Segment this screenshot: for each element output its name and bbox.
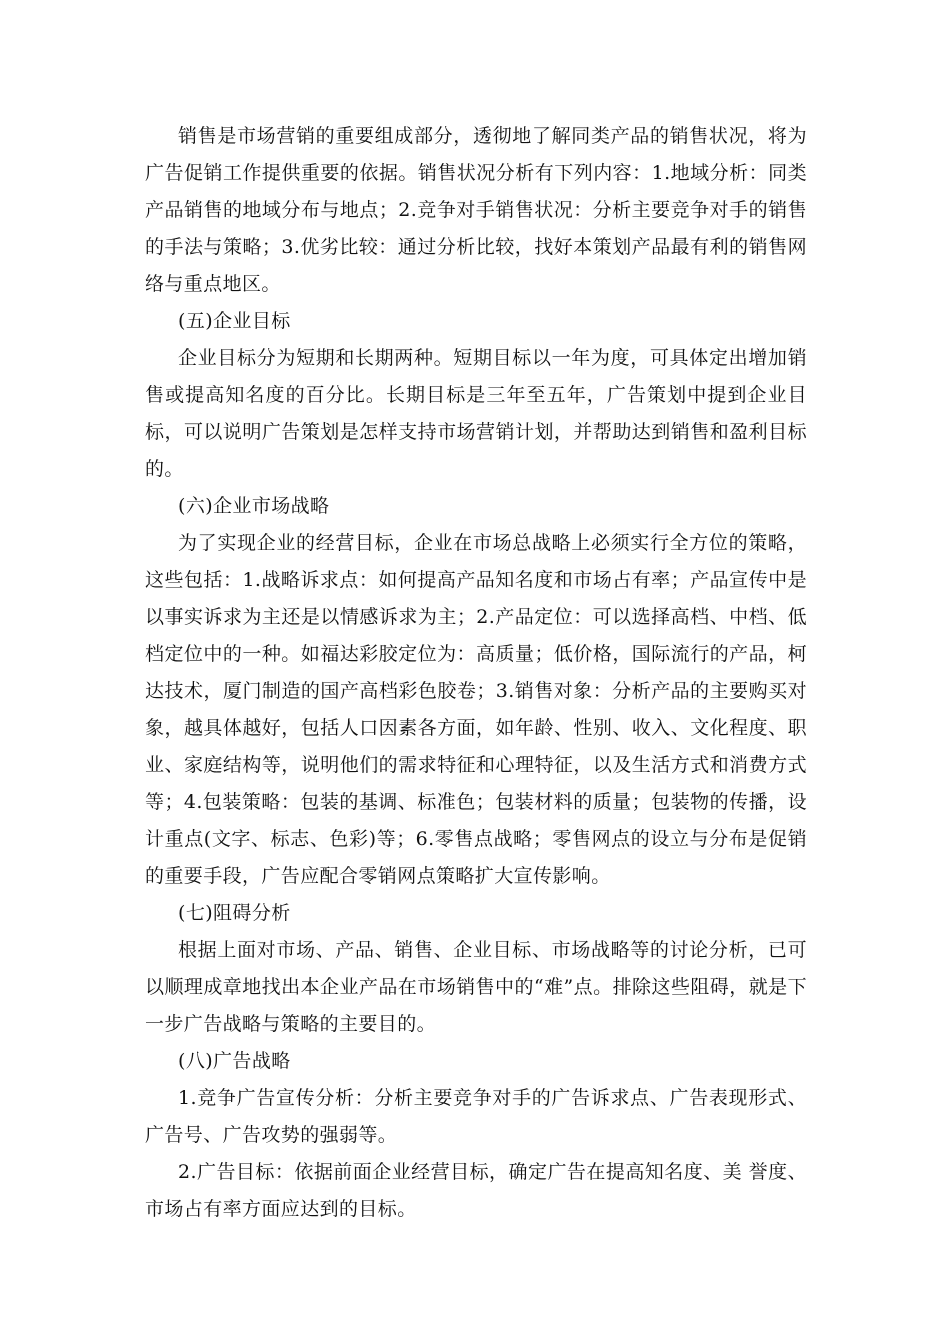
- heading-enterprise-goals: (五)企业目标: [178, 310, 291, 332]
- paragraph-ad-goals: 2.广告目标：依据前面企业经营目标，确定广告在提高知名度、美 誉度、市场占有率方面应达到的目标。: [145, 1161, 807, 1220]
- document-body: [145, 118, 807, 1228]
- heading-ad-strategy: (八)广告战略: [178, 1050, 291, 1072]
- paragraph-competitive-ad-analysis: 1.竞争广告宣传分析：分析主要竞争对手的广告诉求点、广告表现形式、广告号、广告攻势的强弱等。: [145, 1087, 807, 1146]
- heading-market-strategy: (六)企业市场战略: [178, 495, 330, 517]
- paragraph-market-strategy: 为了实现企业的经营目标，企业在市场总战略上必须实行全方位的策略，这些包括：1.战略诉求点：如何提高产品知名度和市场占有率；产品宣传中是以事实诉求为主还是以情感诉求为主；2.产品定位：可以选择高档、中档、低档定位中的一种。如福达彩胶定位为：高质量；低价格，国际流行的产品，柯达技术，厦门制造的国产高档彩色胶卷；3.销售对象：分析产品的主要购买对象，越具体越好，包括人口因素各方面，如年龄、性别、收入、文化程度、职业、家庭结构等，说明他们的需求特征和心理特征，以及生活方式和消费方式等；4.包装策略：包装的基调、标准色；包装材料的质量；包装物的传播，设计重点(文字、标志、色彩)等；6.零售点战略；零售网点的设立与分布是促销的重要手段，广告应配合零销网点策略扩大宣传影响。: [145, 532, 807, 887]
- paragraph-obstacle-analysis: 根据上面对市场、产品、销售、企业目标、市场战略等的讨论分析，已可以顺理成章地找出本企业产品在市场销售中的“难”点。排除这些阻碍，就是下一步广告战略与策略的主要目的。: [145, 939, 807, 1035]
- paragraph-sales-analysis: 销售是市场营销的重要组成部分，透彻地了解同类产品的销售状况，将为广告促销工作提供重要的依据。销售状况分析有下列内容：1.地域分析：同类产品销售的地域分布与地点；2.竞争对手销售状况：分析主要竞争对手的销售的手法与策略；3.优劣比较：通过分析比较，找好本策划产品最有利的销售网络与重点地区。: [145, 125, 807, 295]
- heading-obstacle-analysis: (七)阻碍分析: [178, 902, 291, 924]
- paragraph-enterprise-goals: 企业目标分为短期和长期两种。短期目标以一年为度，可具体定出增加销售或提高知名度的百分比。长期目标是三年至五年，广告策划中提到企业目标，可以说明广告策划是怎样支持市场营销计划，并帮助达到销售和盈利目标的。: [145, 347, 807, 480]
